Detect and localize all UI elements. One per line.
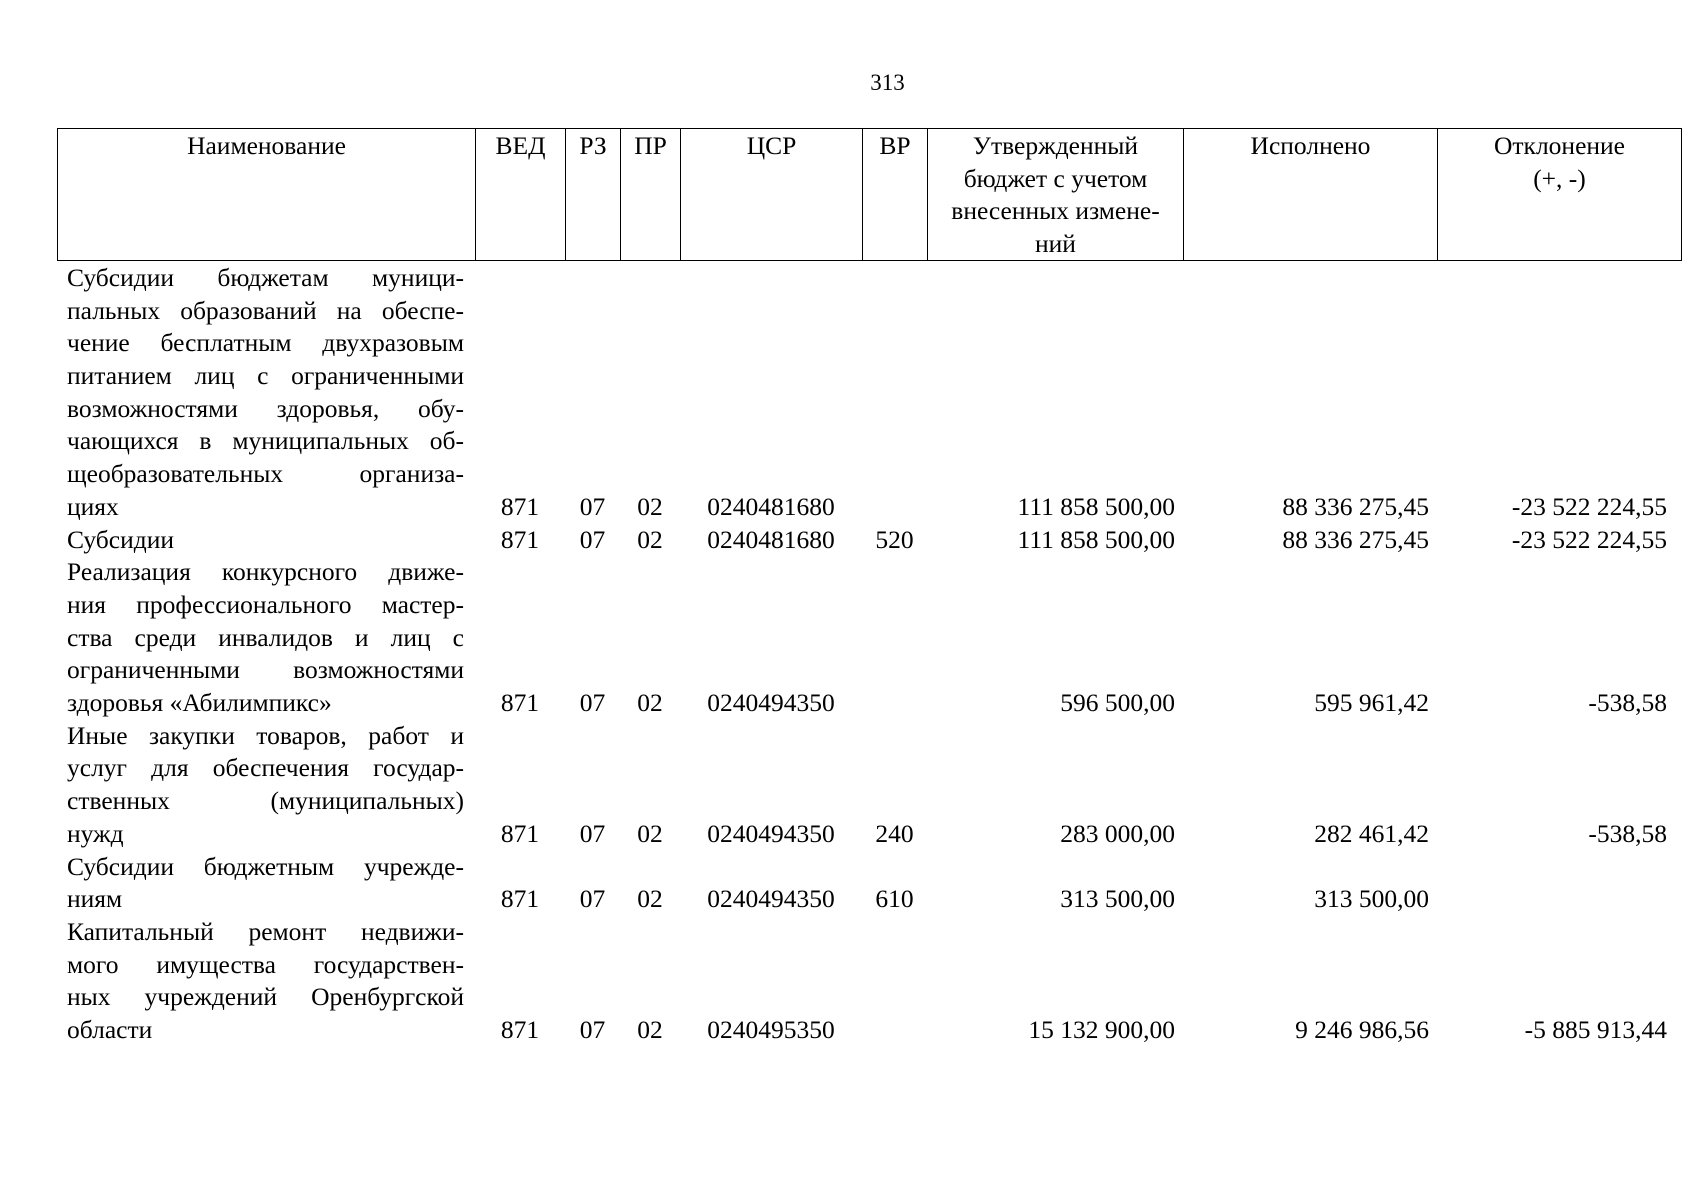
row-pr: 02 xyxy=(637,884,663,914)
row-vr: 610 xyxy=(875,884,914,914)
table-row xyxy=(0,262,1697,524)
header-name-label: Наименование xyxy=(187,131,346,160)
row-name-line: чающихся в муниципальных об- xyxy=(67,426,464,456)
header-ved-label: ВЕД xyxy=(495,131,546,160)
row-name xyxy=(67,851,464,916)
header-approved-line: Утвержденный xyxy=(972,131,1139,160)
row-approved: 313 500,00 xyxy=(1060,884,1175,914)
header-approved-line: бюджет с учетом xyxy=(963,163,1148,193)
row-name-line: ства среди инвалидов и лиц с xyxy=(67,622,464,652)
row-executed: 282 461,42 xyxy=(1314,818,1429,848)
row-executed: 88 336 275,45 xyxy=(1282,524,1429,554)
row-approved: 596 500,00 xyxy=(1060,688,1175,718)
row-name-line: Реализация конкурсного движе- xyxy=(67,557,464,587)
row-name-line: Субсидии бюджетам муници- xyxy=(67,263,464,292)
row-name-line: щеобразовательных организа- xyxy=(67,459,464,489)
row-name-line: Субсидии xyxy=(67,524,174,554)
header-deviation-line: (+, -) xyxy=(1533,163,1586,193)
row-csr: 0240481680 xyxy=(707,524,835,554)
row-deviation: -5 885 913,44 xyxy=(1524,1015,1667,1045)
header-vr xyxy=(863,129,928,260)
row-ved: 871 xyxy=(500,884,540,914)
row-name-line: Субсидии бюджетным учрежде- xyxy=(67,851,464,881)
row-csr: 0240481680 xyxy=(707,491,835,521)
header-csr-label: ЦСР xyxy=(746,131,797,160)
row-rz: 07 xyxy=(579,818,606,848)
row-rz: 07 xyxy=(579,491,606,521)
row-name-line: области xyxy=(67,1015,153,1045)
row-pr: 02 xyxy=(637,524,663,554)
row-name-line: здоровья «Абилимпикс» xyxy=(67,688,332,718)
row-rz: 07 xyxy=(579,1015,606,1045)
row-approved: 15 132 900,00 xyxy=(1028,1015,1175,1045)
row-rz: 07 xyxy=(579,884,606,914)
row-name xyxy=(67,916,464,1047)
row-deviation: -23 522 224,55 xyxy=(1511,524,1667,554)
row-deviation: -538,58 xyxy=(1588,688,1667,718)
row-ved: 871 xyxy=(500,491,540,521)
row-rz: 07 xyxy=(579,524,606,554)
row-vr: 240 xyxy=(875,818,914,848)
row-name xyxy=(67,720,464,851)
row-pr: 02 xyxy=(637,1015,663,1045)
row-name-line: мого имущества государствен- xyxy=(67,949,464,979)
table-row xyxy=(0,851,1697,916)
row-executed: 313 500,00 xyxy=(1314,884,1429,914)
row-csr: 0240495350 xyxy=(707,1015,835,1045)
header-executed-label: Исполнено xyxy=(1250,131,1371,160)
header-deviation-line: Отклонение xyxy=(1494,131,1625,160)
header-approved-line: внесенных измене- xyxy=(951,196,1160,226)
header-pr-label: ПР xyxy=(634,131,667,160)
header-name xyxy=(58,129,476,260)
row-approved: 111 858 500,00 xyxy=(1017,524,1175,554)
table-row xyxy=(0,524,1697,557)
row-executed: 9 246 986,56 xyxy=(1295,1015,1429,1045)
table-row xyxy=(0,916,1697,1047)
row-name-line: возможностями здоровья, обу- xyxy=(67,393,464,423)
row-name xyxy=(67,556,464,719)
header-approved-line: ний xyxy=(1035,229,1076,259)
row-csr: 0240494350 xyxy=(707,688,835,718)
row-name-line: Иные закупки товаров, работ и xyxy=(67,720,464,750)
header-ved xyxy=(476,129,566,260)
row-name-line: услуг для обеспечения государ- xyxy=(67,753,464,783)
header-approved xyxy=(928,129,1184,260)
row-deviation: -538,58 xyxy=(1588,818,1667,848)
row-pr: 02 xyxy=(637,818,663,848)
row-approved: 111 858 500,00 xyxy=(1017,491,1175,521)
header-deviation xyxy=(1438,129,1681,260)
row-name-line: ния профессионального мастер- xyxy=(67,589,464,619)
table-header xyxy=(57,128,1682,261)
row-name-line: Капитальный ремонт недвижи- xyxy=(67,917,464,946)
row-name-line: чение бесплатным двухразовым xyxy=(67,328,464,358)
header-pr xyxy=(621,129,681,260)
row-vr: 520 xyxy=(875,524,914,554)
header-executed xyxy=(1184,129,1438,260)
page-number: 313 xyxy=(870,70,905,95)
row-ved: 871 xyxy=(500,688,540,718)
row-ved: 871 xyxy=(500,1015,540,1045)
row-executed: 595 961,42 xyxy=(1314,688,1429,718)
row-ved: 871 xyxy=(500,818,540,848)
row-pr: 02 xyxy=(637,491,663,521)
header-vr-label: ВР xyxy=(879,131,911,160)
row-name xyxy=(67,262,464,524)
row-name-line: ограниченными возможностями xyxy=(67,655,464,685)
row-rz: 07 xyxy=(579,688,606,718)
row-name-line: ниям xyxy=(67,884,123,914)
header-rz-label: РЗ xyxy=(579,131,607,160)
row-name-line: циях xyxy=(67,491,119,521)
row-name-line: питанием лиц с ограниченными xyxy=(67,361,464,391)
row-name-line: пальных образований на обеспе- xyxy=(67,295,464,325)
row-pr: 02 xyxy=(637,688,663,718)
row-csr: 0240494350 xyxy=(707,818,835,848)
row-name-line: ственных (муниципальных) xyxy=(67,786,464,816)
row-name xyxy=(67,524,464,557)
row-deviation: -23 522 224,55 xyxy=(1511,491,1667,521)
row-approved: 283 000,00 xyxy=(1060,818,1175,848)
row-csr: 0240494350 xyxy=(707,884,835,914)
table-row xyxy=(0,556,1697,720)
row-executed: 88 336 275,45 xyxy=(1282,491,1429,521)
row-name-line: нужд xyxy=(67,818,124,848)
row-ved: 871 xyxy=(500,524,540,554)
row-name-line: ных учреждений Оренбургской xyxy=(67,982,464,1012)
header-rz xyxy=(566,129,621,260)
header-csr xyxy=(681,129,863,260)
table-row xyxy=(0,720,1697,851)
